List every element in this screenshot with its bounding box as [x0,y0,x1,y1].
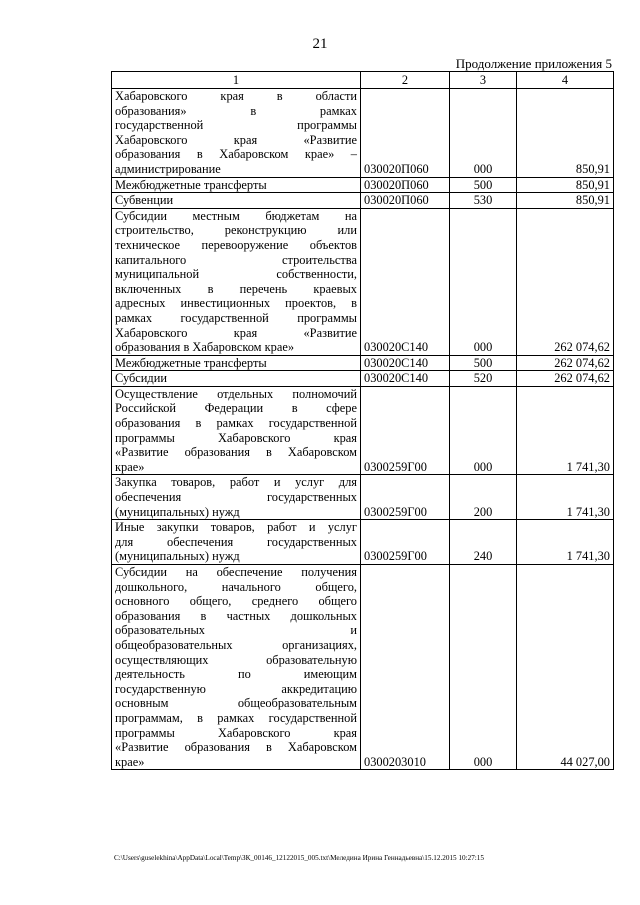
row-name-cell [112,177,361,193]
row-code-cell: 030020С140 [361,208,450,355]
header-col-2: 2 [361,72,450,89]
row-kind-cell: 000 [450,565,517,770]
row-name-line: Межбюджетные трансферты [115,355,267,370]
row-name-line: Хабаровского края «Развитие [115,325,357,340]
table-row [112,371,614,387]
row-sum-cell: 262 074,62 [517,371,614,387]
footer-file-path: C:\Users\guselekhina\AppData\Local\Temp\ЗК_00146_12122015_005.txt\Меледина Ирина Геннадьевна\15.12.2015 10:27:15 [114,854,484,862]
row-name-line: образования в Хабаровском крае» [115,340,295,355]
row-name-line: Хабаровского края в области [115,89,357,103]
row-code-cell: 0300259Г00 [361,475,450,520]
row-name-line: образования в рамках государственной [115,416,357,431]
row-kind-cell: 200 [450,475,517,520]
row-name-cell [112,355,361,371]
row-code-cell: 030020С140 [361,371,450,387]
row-name-line: Субвенции [115,193,174,208]
row-kind-cell: 000 [450,386,517,475]
row-name-cell [112,371,361,387]
row-kind-cell: 530 [450,193,517,209]
row-name-line: администрирование [115,161,221,176]
table-header-row [112,72,614,89]
row-name-cell [112,565,361,770]
row-name-line: образования в Хабаровском крае» – [115,147,357,162]
row-name-line: государственной программы [115,118,357,133]
table-row [112,89,614,178]
row-name-line: Российской Федерации в сфере [115,401,357,416]
row-name-line: программы Хабаровского края [115,430,357,445]
row-code-cell: 0300259Г00 [361,520,450,565]
row-kind-cell: 520 [450,371,517,387]
row-name-line: (муниципальных) нужд [115,504,240,519]
row-name-line: общеобразовательных организациях, [115,637,357,652]
header-col-4: 4 [517,72,614,89]
row-name-line: образования в частных дошкольных [115,608,357,623]
budget-table [111,71,614,770]
row-sum-cell: 850,91 [517,177,614,193]
row-name-line: Осуществление отдельных полномочий [115,386,357,401]
row-sum-cell: 262 074,62 [517,355,614,371]
header-col-1: 1 [112,72,361,89]
row-name-line: крае» [115,754,145,769]
row-sum-cell: 1 741,30 [517,520,614,565]
row-name-line: программам, в рамках государственной [115,710,357,725]
row-name-line: программы Хабаровского края [115,725,357,740]
row-name-line: осуществляющих образовательную [115,652,357,667]
row-kind-cell: 500 [450,355,517,371]
row-name-line: Иные закупки товаров, работ и услуг [115,520,357,535]
row-name-line: муниципальной собственности, [115,267,357,282]
row-name-line: Субсидии на обеспечение получения [115,565,357,579]
row-name-cell [112,520,361,565]
row-name-line: образовательных и [115,623,357,638]
row-kind-cell: 000 [450,208,517,355]
row-name-line: государственную аккредитацию [115,681,357,696]
header-col-3: 3 [450,72,517,89]
row-name-line: техническое перевооружение объектов [115,237,357,252]
row-kind-cell: 500 [450,177,517,193]
row-sum-cell: 262 074,62 [517,208,614,355]
row-kind-cell: 240 [450,520,517,565]
row-name-line: крае» [115,459,145,474]
row-name-line: Закупка товаров, работ и услуг для [115,475,357,490]
row-name-line: основным общеобразовательным [115,696,357,711]
row-name-line: Субсидии местным бюджетам на [115,208,357,223]
row-name-cell [112,89,361,178]
row-name-cell [112,193,361,209]
row-name-line: обеспечения государственных [115,490,357,505]
row-name-line: Субсидии [115,371,167,386]
row-name-line: образования» в рамках [115,103,357,118]
row-name-line: для обеспечения государственных [115,534,357,549]
row-name-line: строительство, реконструкцию или [115,223,357,238]
row-name-line: «Развитие образования в Хабаровском [115,445,357,460]
table-row [112,520,614,565]
row-name-line: Хабаровского края «Развитие [115,132,357,147]
row-code-cell: 0300203010 [361,565,450,770]
row-name-line: основного общего, среднего общего [115,594,357,609]
row-name-line: Межбюджетные трансферты [115,177,267,192]
row-name-cell [112,475,361,520]
row-name-line: (муниципальных) нужд [115,549,240,564]
table-row [112,177,614,193]
row-name-line: капитального строительства [115,252,357,267]
appendix-continuation-note: Продолжение приложения 5 [455,56,612,71]
row-sum-cell: 44 027,00 [517,565,614,770]
row-name-line: включенных в перечень краевых [115,281,357,296]
page-number: 21 [312,36,328,52]
row-name-line: адресных инвестиционных проектов, в [115,296,357,311]
table-row [112,565,614,770]
table-row [112,475,614,520]
row-code-cell: 030020С140 [361,355,450,371]
row-sum-cell: 1 741,30 [517,475,614,520]
row-code-cell: 030020П060 [361,177,450,193]
row-name-cell [112,386,361,475]
table-row [112,355,614,371]
table-row [112,193,614,209]
table-row [112,208,614,355]
row-sum-cell: 1 741,30 [517,386,614,475]
row-sum-cell: 850,91 [517,89,614,178]
row-code-cell: 030020П060 [361,89,450,178]
row-name-cell [112,208,361,355]
row-name-line: дошкольного, начального общего, [115,579,357,594]
row-name-line: рамках государственной программы [115,310,357,325]
row-name-line: деятельность по имеющим [115,667,357,682]
row-name-line: «Развитие образования в Хабаровском [115,740,357,755]
table-row [112,386,614,475]
row-code-cell: 0300259Г00 [361,386,450,475]
row-kind-cell: 000 [450,89,517,178]
row-sum-cell: 850,91 [517,193,614,209]
row-code-cell: 030020П060 [361,193,450,209]
